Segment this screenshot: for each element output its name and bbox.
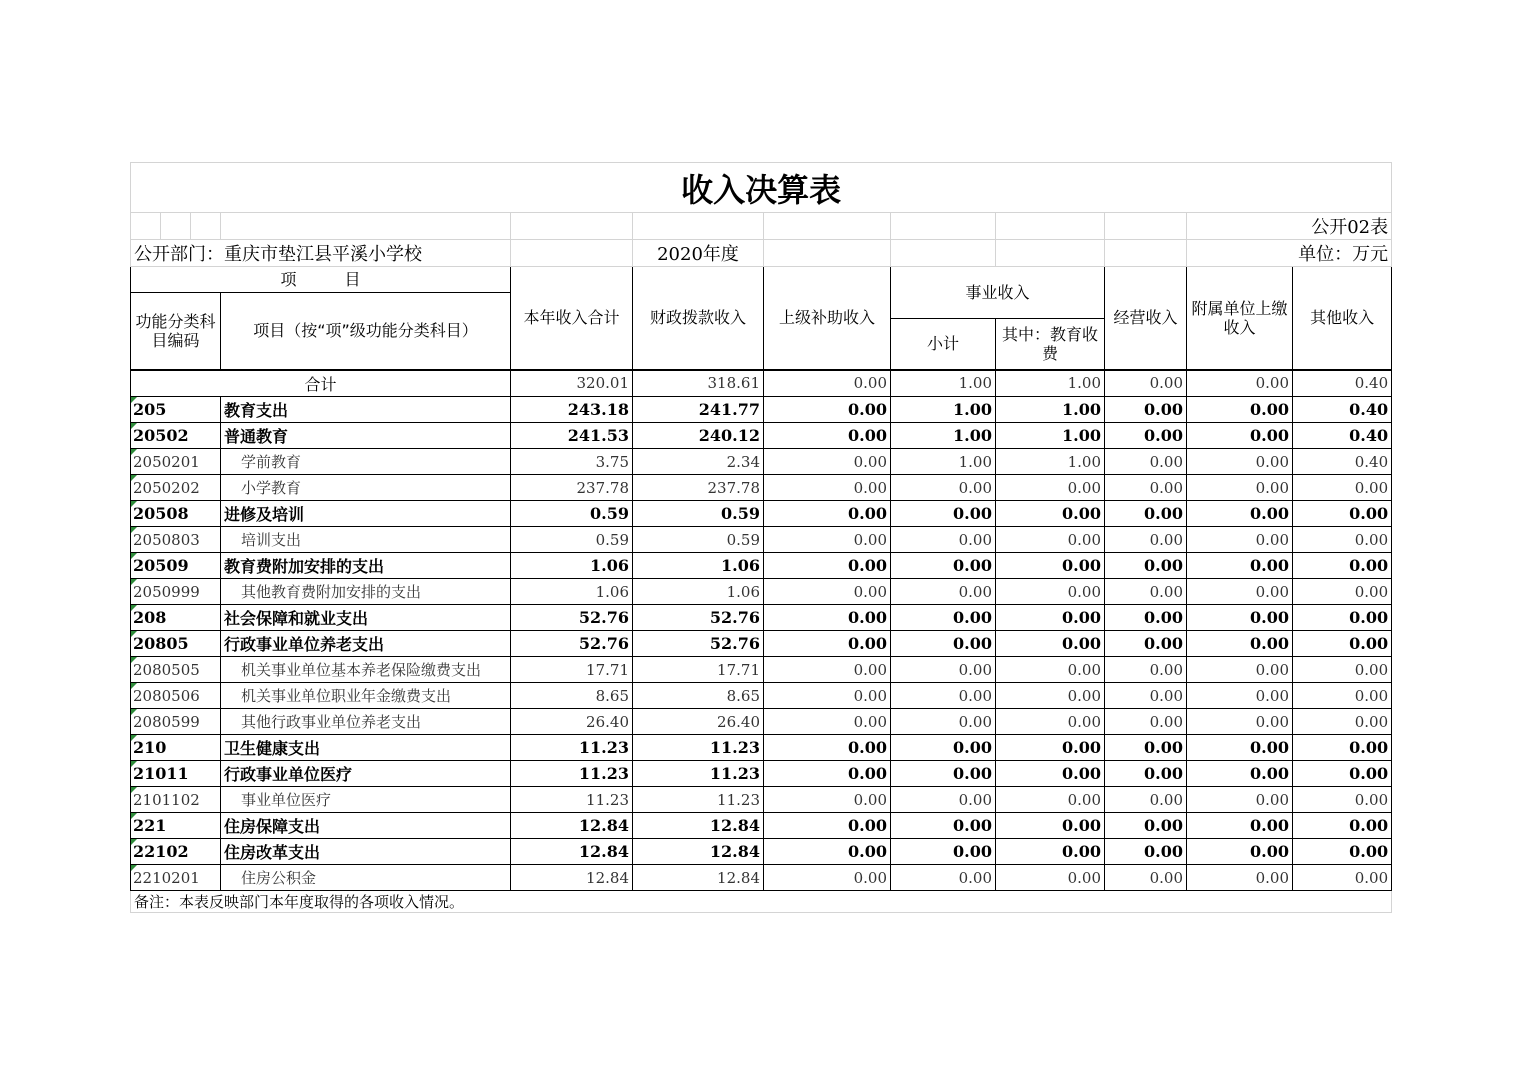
- table-row: [131, 501, 1392, 527]
- row-value: 0.00: [996, 735, 1105, 761]
- row-value: 0.00: [1187, 527, 1293, 553]
- row-value: 0.00: [1293, 553, 1392, 579]
- row-value: 11.23: [633, 787, 764, 813]
- row-value: 1.00: [996, 423, 1105, 449]
- row-value: 0.00: [1187, 735, 1293, 761]
- row-value: 0.00: [764, 397, 891, 423]
- row-code: 20509: [131, 553, 221, 579]
- row-code: 210: [131, 735, 221, 761]
- row-value: 0.00: [996, 631, 1105, 657]
- blank-cell: [221, 213, 511, 240]
- row-value: 240.12: [633, 423, 764, 449]
- income-statement-sheet: [130, 162, 1391, 913]
- row-value: 0.00: [891, 683, 996, 709]
- header-business-income: 事业收入: [891, 267, 1105, 319]
- row-value: 1.00: [891, 449, 996, 475]
- row-value: 0.00: [1105, 423, 1187, 449]
- row-code: 2050201: [131, 449, 221, 475]
- row-value: 17.71: [633, 657, 764, 683]
- table-row: [131, 709, 1392, 735]
- row-code: 2080505: [131, 657, 221, 683]
- row-value: 0.00: [996, 605, 1105, 631]
- header-superior-subsidy: 上级补助收入: [764, 267, 891, 370]
- data-rows: [131, 397, 1392, 891]
- blank-cell: [511, 213, 633, 240]
- row-value: 0.00: [1105, 865, 1187, 891]
- total-cell: 0.00: [1105, 370, 1187, 397]
- total-cell: 0.00: [764, 370, 891, 397]
- row-code: 221: [131, 813, 221, 839]
- header-code: 功能分类科目编码: [131, 293, 221, 370]
- row-value: 0.00: [764, 553, 891, 579]
- row-code: 208: [131, 605, 221, 631]
- row-code: 21011: [131, 761, 221, 787]
- row-value: 0.00: [764, 657, 891, 683]
- row-value: 0.00: [891, 735, 996, 761]
- blank-cell: [161, 213, 191, 240]
- header-edu-fee: 其中：教育收费: [996, 319, 1105, 370]
- row-value: 0.00: [764, 865, 891, 891]
- row-value: 0.00: [996, 501, 1105, 527]
- row-value: 0.00: [1293, 787, 1392, 813]
- row-value: 0.00: [891, 709, 996, 735]
- row-value: 52.76: [633, 631, 764, 657]
- row-value: 0.00: [891, 553, 996, 579]
- row-value: 12.84: [633, 813, 764, 839]
- row-name: 住房保障支出: [221, 813, 511, 839]
- row-value: 0.00: [764, 787, 891, 813]
- header-operating: 经营收入: [1105, 267, 1187, 370]
- row-value: 11.23: [633, 761, 764, 787]
- row-code: 2050999: [131, 579, 221, 605]
- row-value: 12.84: [633, 865, 764, 891]
- row-value: 0.00: [891, 813, 996, 839]
- row-value: 0.00: [1105, 501, 1187, 527]
- row-value: 0.00: [996, 553, 1105, 579]
- row-value: 0.00: [764, 527, 891, 553]
- row-value: 0.00: [891, 527, 996, 553]
- row-name: 其他教育费附加安排的支出: [221, 579, 511, 605]
- row-value: 0.00: [1105, 657, 1187, 683]
- row-value: 0.00: [1187, 813, 1293, 839]
- row-value: 0.00: [1293, 605, 1392, 631]
- row-value: 12.84: [511, 865, 633, 891]
- header-fiscal: 财政拨款收入: [633, 267, 764, 370]
- row-value: 0.00: [1293, 527, 1392, 553]
- table-row: [131, 735, 1392, 761]
- blank-cell: [511, 240, 633, 267]
- row-name: 小学教育: [221, 475, 511, 501]
- row-value: 0.00: [891, 501, 996, 527]
- row-value: 241.77: [633, 397, 764, 423]
- footnote: 备注：本表反映部门本年度取得的各项收入情况。: [131, 891, 1392, 913]
- row-value: 0.00: [996, 709, 1105, 735]
- row-code: 2050803: [131, 527, 221, 553]
- row-value: 1.00: [996, 397, 1105, 423]
- row-value: 243.18: [511, 397, 633, 423]
- row-name: 行政事业单位养老支出: [221, 631, 511, 657]
- header-affiliated: 附属单位上缴收入: [1187, 267, 1293, 370]
- blank-cell: [891, 240, 996, 267]
- row-value: 0.00: [996, 813, 1105, 839]
- row-value: 0.00: [891, 475, 996, 501]
- blank-cell: [764, 240, 891, 267]
- row-value: 0.00: [1187, 657, 1293, 683]
- row-value: 0.00: [764, 813, 891, 839]
- row-value: 0.00: [996, 787, 1105, 813]
- row-value: 0.00: [1293, 631, 1392, 657]
- row-value: 0.00: [1187, 501, 1293, 527]
- row-value: 0.00: [996, 657, 1105, 683]
- row-value: 11.23: [511, 735, 633, 761]
- row-code: 2101102: [131, 787, 221, 813]
- form-number: 公开02表: [1187, 213, 1392, 240]
- blank-cell: [764, 213, 891, 240]
- table-row: [131, 683, 1392, 709]
- row-value: 0.00: [891, 839, 996, 865]
- table-row: [131, 657, 1392, 683]
- row-value: 0.00: [891, 787, 996, 813]
- row-value: 0.00: [1105, 839, 1187, 865]
- row-value: 1.00: [891, 397, 996, 423]
- row-code: 20805: [131, 631, 221, 657]
- row-code: 2210201: [131, 865, 221, 891]
- row-value: 0.00: [1105, 605, 1187, 631]
- row-value: 0.00: [1187, 839, 1293, 865]
- total-cell: 1.00: [891, 370, 996, 397]
- row-value: 1.00: [996, 449, 1105, 475]
- header-total-income: 本年收入合计: [511, 267, 633, 370]
- row-name: 教育支出: [221, 397, 511, 423]
- table-row: [131, 553, 1392, 579]
- row-value: 2.34: [633, 449, 764, 475]
- row-code: 22102: [131, 839, 221, 865]
- row-name: 卫生健康支出: [221, 735, 511, 761]
- row-value: 0.00: [1293, 579, 1392, 605]
- total-row: [131, 370, 1392, 397]
- header-name: 项目（按“项”级功能分类科目）: [221, 293, 511, 370]
- row-name: 普通教育: [221, 423, 511, 449]
- row-value: 11.23: [633, 735, 764, 761]
- row-value: 0.00: [1293, 501, 1392, 527]
- row-value: 0.00: [1187, 709, 1293, 735]
- row-value: 1.06: [511, 579, 633, 605]
- table-row: [131, 527, 1392, 553]
- row-value: 0.00: [1187, 631, 1293, 657]
- row-value: 237.78: [511, 475, 633, 501]
- row-value: 0.00: [1187, 553, 1293, 579]
- table-row: [131, 449, 1392, 475]
- blank-cell: [633, 213, 764, 240]
- total-cell: 0.00: [1187, 370, 1293, 397]
- row-value: 0.00: [1105, 553, 1187, 579]
- row-value: 0.00: [1187, 683, 1293, 709]
- income-table: [130, 162, 1392, 913]
- total-cell: 320.01: [511, 370, 633, 397]
- table-row: [131, 475, 1392, 501]
- row-value: 0.59: [633, 527, 764, 553]
- table-row: [131, 839, 1392, 865]
- row-value: 0.59: [511, 527, 633, 553]
- blank-cell: [1105, 240, 1187, 267]
- row-value: 0.00: [1105, 579, 1187, 605]
- row-value: 0.00: [1187, 865, 1293, 891]
- table-row: [131, 631, 1392, 657]
- table-row: [131, 579, 1392, 605]
- row-value: 8.65: [633, 683, 764, 709]
- table-row: [131, 761, 1392, 787]
- row-value: 1.06: [633, 553, 764, 579]
- row-value: 0.00: [1293, 683, 1392, 709]
- row-name: 机关事业单位基本养老保险缴费支出: [221, 657, 511, 683]
- row-name: 培训支出: [221, 527, 511, 553]
- row-name: 进修及培训: [221, 501, 511, 527]
- row-value: 0.40: [1293, 397, 1392, 423]
- row-code: 205: [131, 397, 221, 423]
- table-row: [131, 423, 1392, 449]
- row-value: 11.23: [511, 761, 633, 787]
- row-value: 0.00: [1187, 605, 1293, 631]
- header-subtotal: 小计: [891, 319, 996, 370]
- total-cell: 0.40: [1293, 370, 1392, 397]
- row-value: 0.00: [1187, 761, 1293, 787]
- row-value: 0.00: [996, 527, 1105, 553]
- row-value: 0.00: [1105, 761, 1187, 787]
- row-value: 0.00: [764, 735, 891, 761]
- blank-cell: [996, 240, 1105, 267]
- row-value: 241.53: [511, 423, 633, 449]
- row-value: 0.00: [764, 839, 891, 865]
- row-value: 0.00: [996, 865, 1105, 891]
- row-value: 0.00: [1105, 449, 1187, 475]
- row-value: 0.00: [1187, 449, 1293, 475]
- row-value: 0.00: [1293, 813, 1392, 839]
- blank-cell: [131, 213, 161, 240]
- row-value: 0.00: [1293, 839, 1392, 865]
- row-name: 学前教育: [221, 449, 511, 475]
- row-value: 26.40: [633, 709, 764, 735]
- row-value: 0.00: [764, 761, 891, 787]
- row-value: 0.40: [1293, 423, 1392, 449]
- row-value: 0.00: [996, 839, 1105, 865]
- row-value: 0.00: [1105, 683, 1187, 709]
- blank-cell: [191, 213, 221, 240]
- row-value: 1.06: [511, 553, 633, 579]
- row-name: 教育费附加安排的支出: [221, 553, 511, 579]
- table-row: [131, 605, 1392, 631]
- page-title: 收入决算表: [131, 163, 1392, 213]
- row-value: 0.00: [764, 475, 891, 501]
- row-value: 0.00: [1187, 423, 1293, 449]
- row-value: 8.65: [511, 683, 633, 709]
- row-value: 0.00: [1293, 475, 1392, 501]
- row-value: 3.75: [511, 449, 633, 475]
- row-value: 0.00: [1187, 787, 1293, 813]
- department-label: 公开部门：重庆市垫江县平溪小学校: [131, 240, 511, 267]
- row-value: 0.00: [764, 709, 891, 735]
- fiscal-year: 2020年度: [633, 240, 764, 267]
- header-other: 其他收入: [1293, 267, 1392, 370]
- row-value: 0.00: [1105, 813, 1187, 839]
- row-value: 12.84: [511, 839, 633, 865]
- row-value: 0.00: [764, 605, 891, 631]
- row-value: 0.00: [891, 579, 996, 605]
- row-value: 11.23: [511, 787, 633, 813]
- row-value: 0.59: [633, 501, 764, 527]
- total-cell: 1.00: [996, 370, 1105, 397]
- table-row: [131, 397, 1392, 423]
- row-value: 0.00: [764, 631, 891, 657]
- row-value: 17.71: [511, 657, 633, 683]
- row-value: 0.40: [1293, 449, 1392, 475]
- row-value: 12.84: [511, 813, 633, 839]
- row-value: 0.00: [1105, 709, 1187, 735]
- row-value: 0.00: [1105, 787, 1187, 813]
- row-value: 52.76: [511, 605, 633, 631]
- row-value: 0.00: [891, 865, 996, 891]
- row-name: 其他行政事业单位养老支出: [221, 709, 511, 735]
- row-value: 0.00: [1187, 475, 1293, 501]
- row-value: 0.00: [996, 761, 1105, 787]
- row-name: 事业单位医疗: [221, 787, 511, 813]
- table-row: [131, 865, 1392, 891]
- row-name: 行政事业单位医疗: [221, 761, 511, 787]
- row-value: 0.00: [764, 579, 891, 605]
- unit-label: 单位：万元: [1187, 240, 1392, 267]
- blank-cell: [891, 213, 996, 240]
- row-value: 0.00: [996, 475, 1105, 501]
- total-cell: 318.61: [633, 370, 764, 397]
- blank-cell: [996, 213, 1105, 240]
- row-value: 0.00: [891, 761, 996, 787]
- row-code: 2050202: [131, 475, 221, 501]
- row-value: 0.00: [1105, 397, 1187, 423]
- row-name: 机关事业单位职业年金缴费支出: [221, 683, 511, 709]
- blank-cell: [1105, 213, 1187, 240]
- row-name: 住房改革支出: [221, 839, 511, 865]
- row-name: 社会保障和就业支出: [221, 605, 511, 631]
- row-value: 0.00: [996, 579, 1105, 605]
- row-value: 0.00: [1187, 397, 1293, 423]
- row-value: 0.00: [1187, 579, 1293, 605]
- row-value: 0.00: [891, 631, 996, 657]
- row-value: 0.00: [996, 683, 1105, 709]
- row-value: 1.06: [633, 579, 764, 605]
- row-value: 0.00: [1105, 735, 1187, 761]
- row-value: 52.76: [511, 631, 633, 657]
- row-value: 0.00: [891, 657, 996, 683]
- row-value: 0.00: [1293, 865, 1392, 891]
- total-label: 合计: [131, 370, 511, 397]
- row-value: 0.00: [764, 423, 891, 449]
- row-value: 0.00: [1105, 631, 1187, 657]
- row-value: 0.00: [764, 501, 891, 527]
- row-value: 52.76: [633, 605, 764, 631]
- row-name: 住房公积金: [221, 865, 511, 891]
- row-value: 0.00: [764, 683, 891, 709]
- row-value: 0.00: [764, 449, 891, 475]
- table-row: [131, 813, 1392, 839]
- row-code: 20502: [131, 423, 221, 449]
- row-code: 2080506: [131, 683, 221, 709]
- row-value: 0.00: [1105, 475, 1187, 501]
- row-value: 0.00: [1293, 761, 1392, 787]
- row-value: 0.59: [511, 501, 633, 527]
- row-value: 26.40: [511, 709, 633, 735]
- table-row: [131, 787, 1392, 813]
- row-value: 237.78: [633, 475, 764, 501]
- header-project: 项 目: [131, 267, 511, 293]
- row-value: 0.00: [1293, 657, 1392, 683]
- row-value: 12.84: [633, 839, 764, 865]
- row-value: 0.00: [891, 605, 996, 631]
- row-value: 0.00: [1105, 527, 1187, 553]
- row-value: 0.00: [1293, 709, 1392, 735]
- row-code: 2080599: [131, 709, 221, 735]
- row-code: 20508: [131, 501, 221, 527]
- row-value: 0.00: [1293, 735, 1392, 761]
- row-value: 1.00: [891, 423, 996, 449]
